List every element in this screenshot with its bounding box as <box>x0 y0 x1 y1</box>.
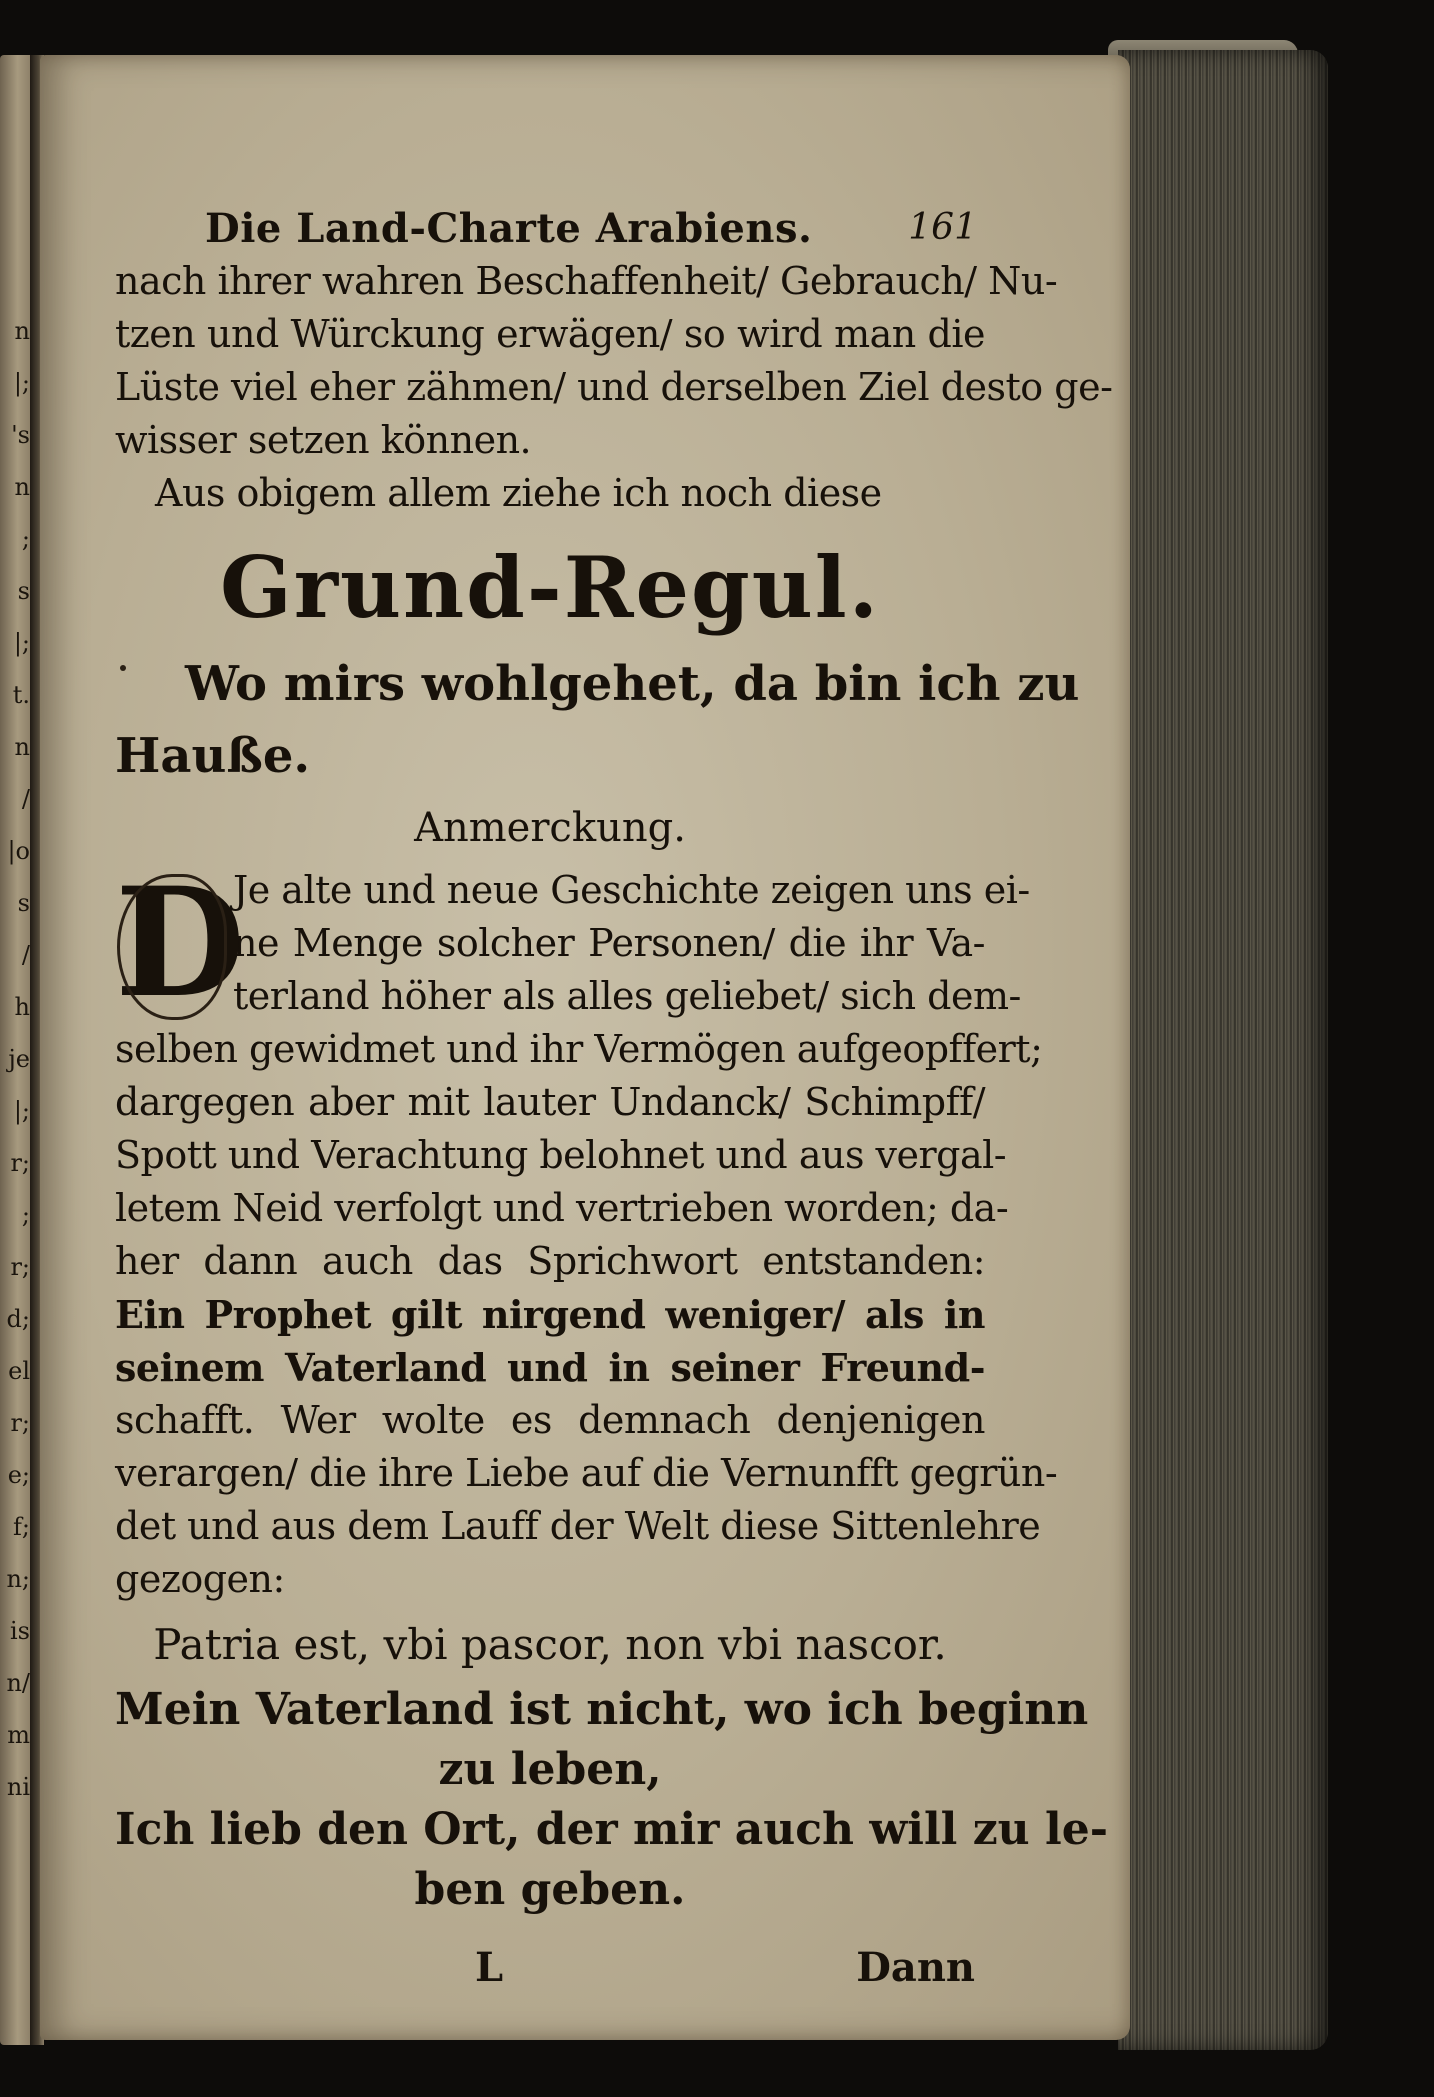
previous-page-fragment: ni <box>6 1773 30 1801</box>
page-footer <box>115 1930 985 2002</box>
previous-page-fragment: n <box>14 473 30 501</box>
running-head: Die Land-Charte Arabiens. <box>205 205 813 252</box>
verse-line: zu leben, <box>438 1744 662 1795</box>
previous-page-fragment: 's <box>11 421 30 449</box>
intro-paragraph <box>115 255 1113 467</box>
text-line: dargegen aber mit lauter Undanck/ Schimpff/ <box>115 1080 985 1124</box>
page-fore-edge <box>1118 50 1328 2050</box>
previous-page-fragment: s <box>17 577 30 605</box>
text-line: tzen und Würckung erwägen/ so wird man die <box>115 312 985 356</box>
verse-line: Ich lieb den Ort, der mir auch will zu le- <box>115 1804 1108 1855</box>
previous-page-fragment: is <box>10 1617 30 1645</box>
previous-page-fragment: e; <box>7 1461 30 1489</box>
previous-page-fragment: |; <box>13 629 30 657</box>
previous-page-fragment: r; <box>10 1149 30 1177</box>
catchword: Dann <box>856 1944 975 1991</box>
text-line: det und aus dem Lauff der Welt diese Sittenlehre <box>115 1504 1041 1548</box>
previous-page-fragment: s <box>17 889 30 917</box>
text-line: gezogen: <box>115 1557 285 1601</box>
text-line: verargen/ die ihre Liebe auf die Vernunfft gegrün- <box>115 1451 1058 1495</box>
text-line: her dann auch das Sprichwort entstanden: <box>115 1239 985 1283</box>
previous-page-fragment: / <box>21 941 30 969</box>
drop-cap: D <box>115 855 246 1031</box>
text-line: terland höher als alles geliebet/ sich dem- <box>233 974 1021 1018</box>
verse-line: Mein Vaterland ist nicht, wo ich beginn <box>115 1684 1089 1735</box>
previous-page-text-fragments <box>0 305 30 1813</box>
rule-line: Wo mirs wohlgehet, da bin ich zu <box>185 656 1080 712</box>
text-line: Je alte und neue Geschichte zeigen uns ei- <box>233 868 1030 912</box>
rule-title: Grund-Regul. <box>220 538 880 637</box>
previous-page-fragment: n/ <box>6 1669 30 1697</box>
book-page <box>40 55 1130 2040</box>
previous-page-fragment: m <box>7 1721 30 1749</box>
previous-page-fragment: t. <box>12 681 30 709</box>
text-line: letem Neid verfolgt und vertrieben worden; da- <box>115 1186 1009 1230</box>
previous-page-fragment: r; <box>10 1409 30 1437</box>
previous-page-fragment: f; <box>13 1513 30 1541</box>
previous-page-fragment: n <box>14 733 30 761</box>
text-line: nach ihrer wahren Beschaffenheit/ Gebrauch/ Nu- <box>115 259 1058 303</box>
verse-line: ben geben. <box>414 1864 686 1915</box>
proverb-line: Ein Prophet gilt nirgend weniger/ als in <box>115 1292 985 1337</box>
previous-page-fragment: |; <box>13 369 30 397</box>
previous-page-fragment: |o <box>7 837 30 865</box>
text-line: schafft. Wer wolte es demnach denjenigen <box>115 1398 985 1442</box>
page-header <box>115 205 985 255</box>
previous-page-fragment: n; <box>6 1565 30 1593</box>
previous-page-fragment: d; <box>6 1305 30 1333</box>
previous-page-edge <box>0 55 32 2045</box>
rule-statement <box>115 648 1080 792</box>
previous-page-fragment: ; <box>21 1201 30 1229</box>
previous-page-fragment: ; <box>21 525 30 553</box>
previous-page-fragment: r; <box>10 1253 30 1281</box>
text-line: Spott und Verachtung belohnet und aus vergal- <box>115 1133 1007 1177</box>
previous-page-fragment: je <box>8 1045 30 1073</box>
proverb-line: seinem Vaterland und in seiner Freund- <box>115 1345 985 1390</box>
lead-in-line: Aus obigem allem ziehe ich noch diese <box>155 471 882 515</box>
text-line: ne Menge solcher Personen/ die ihr Va- <box>233 921 985 965</box>
previous-page-fragment: |; <box>13 1097 30 1125</box>
previous-page-fragment: / <box>21 785 30 813</box>
text-line: selben gewidmet und ihr Vermögen aufgeopffert; <box>115 1027 1043 1071</box>
previous-page-fragment: h <box>14 993 30 1021</box>
text-line: Lüste viel eher zähmen/ und derselben Ziel desto ge- <box>115 365 1113 409</box>
previous-page-fragment: n <box>14 317 30 345</box>
previous-page-fragment: el <box>8 1357 30 1385</box>
verse <box>115 1680 1108 1920</box>
page-number: 161 <box>908 207 977 248</box>
latin-quote: Patria est, vbi pascor, non vbi nascor. <box>153 1620 947 1669</box>
rule-line: Hauße. <box>115 728 311 784</box>
remark-paragraph <box>115 855 1058 1606</box>
text-line: wisser setzen können. <box>115 418 532 462</box>
page-text <box>115 205 1113 2002</box>
remark-title: Anmerckung. <box>414 805 686 851</box>
signature-mark: L <box>475 1944 504 1991</box>
